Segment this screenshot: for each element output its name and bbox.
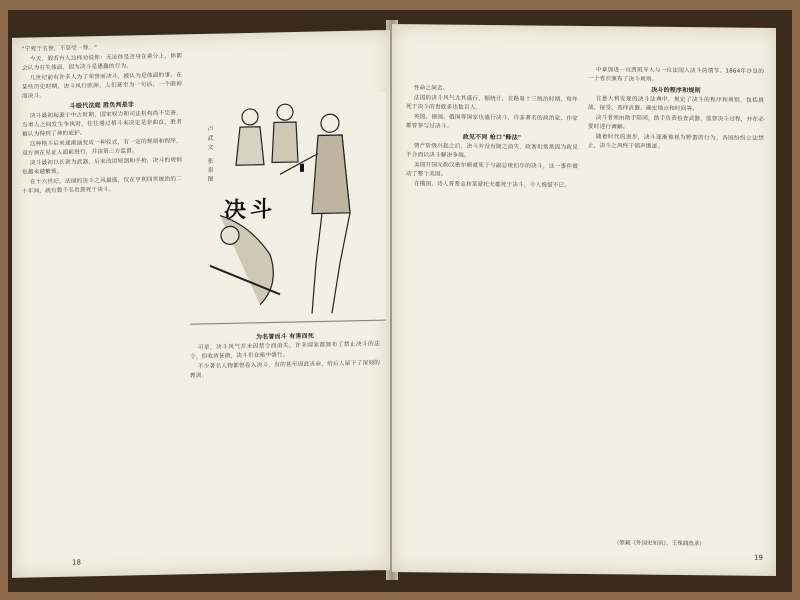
- paragraph: 随着时代的进步，决斗逐渐被视为野蛮的行为，各国纷纷立法禁止，决斗之风终于销声匿迹。: [588, 134, 764, 150]
- left-column-1: [22, 42, 182, 565]
- paragraph: 决斗最初以长剑为武器，后来改用短剑和手枪，决斗的规则也越来越繁琐。: [22, 157, 182, 176]
- section-heading: 决斗的程序和规则: [651, 86, 701, 95]
- right-column-1: [406, 84, 578, 556]
- duel-illustration: [190, 92, 386, 326]
- paragraph: 决斗者须由助手陪同，助手负责检查武器，监督决斗过程，并在必要时进行调解。: [588, 115, 764, 131]
- paragraph: 性命之间舍。: [413, 85, 449, 92]
- paragraph: 今天，假若有人这样劝说你：无论你是否身在辈分上，你都会认为有失体面，因为决斗是愚蠢的行为。: [22, 53, 182, 72]
- paragraph: 中章加进一页西班牙人与一位法国人决斗的情节。1864年沙皇的一个省长颁布了决斗规则。: [588, 67, 764, 83]
- paragraph: 资产阶级兴起之后，决斗并没有随之消失，政客们常常因为政见不合而以决斗解决争端。: [406, 143, 578, 159]
- illustrator-name: 张泰图: [206, 157, 213, 185]
- paragraph: 不少著名人物都曾卷入决斗，有的甚至因此丧命，给后人留下了深刻的教训。: [190, 360, 380, 380]
- paragraph: 在十六世纪，法国的决斗之风最盛，仅在亨利四世统治的二十年间，就有数千名贵族死于决斗。: [22, 176, 182, 195]
- page-number-left: 18: [72, 558, 81, 567]
- paragraph: 法国的决斗风气尤其盛行，据统计，在路易十三统治时期，每年死于决斗的贵族多达数百人。: [406, 95, 578, 111]
- author-name: 卢武文: [206, 125, 213, 153]
- section-heading: 为名誉而斗 有害而死: [255, 332, 315, 341]
- paragraph: 在意大利发现的决斗法典中，规定了决斗的程序和规则，包括挑战、接受、选择武器、确定地点和时间等。: [588, 96, 764, 113]
- paragraph: 在俄国，诗人普希金和莱蒙托夫都死于决斗，令人惋惜不已。: [413, 181, 571, 189]
- section-heading: 政见不同 枪口"释法": [462, 133, 522, 142]
- left-page: [12, 30, 390, 578]
- right-page: [392, 24, 776, 576]
- section-heading: 斗殴代法庭 胜负判是非: [69, 101, 135, 110]
- paragraph: 决斗最初起源于中古时期，国家权力和司法机构尚不完善，当事人之间发生争执时，往往通过格斗来决定是非曲直，胜者被认为得到了神的庇护。: [22, 110, 182, 138]
- paragraph: 英国、德国、俄国等国家也盛行决斗，许多著名的政治家、作家都曾参与过决斗。: [406, 114, 578, 130]
- paragraph: 这种格斗后来逐渐演变成一种仪式，有一定的规则和程序，双方须在见证人面前进行，并由第三方监督。: [22, 138, 182, 157]
- article-title: 决斗: [224, 196, 277, 224]
- paragraph: 美国开国元勋汉密尔顿就死于与副总统伯尔的决斗，这一事件震动了整个美国。: [406, 162, 578, 178]
- byline: [202, 126, 216, 185]
- page-number-right: 19: [754, 553, 763, 562]
- paragraph: 几世纪前有许多人为了荣誉而决斗，被认为是体面的事。在某些历史时期，决斗风行欧洲，人们甚至为一句话、一个眼神而决斗。: [22, 72, 182, 100]
- right-column-2: [588, 66, 764, 558]
- epigraph: "宁死于名誉，不忍受一辱。": [22, 45, 98, 53]
- left-column-2: [190, 330, 380, 562]
- paragraph: 可是，决斗风气并未因禁令而消失，许多国家都颁布了禁止决斗的法令，但收效甚微，决斗仍在暗中盛行。: [190, 341, 380, 361]
- source-note: （原载《外国史知识》，王殊润选录）: [614, 540, 705, 548]
